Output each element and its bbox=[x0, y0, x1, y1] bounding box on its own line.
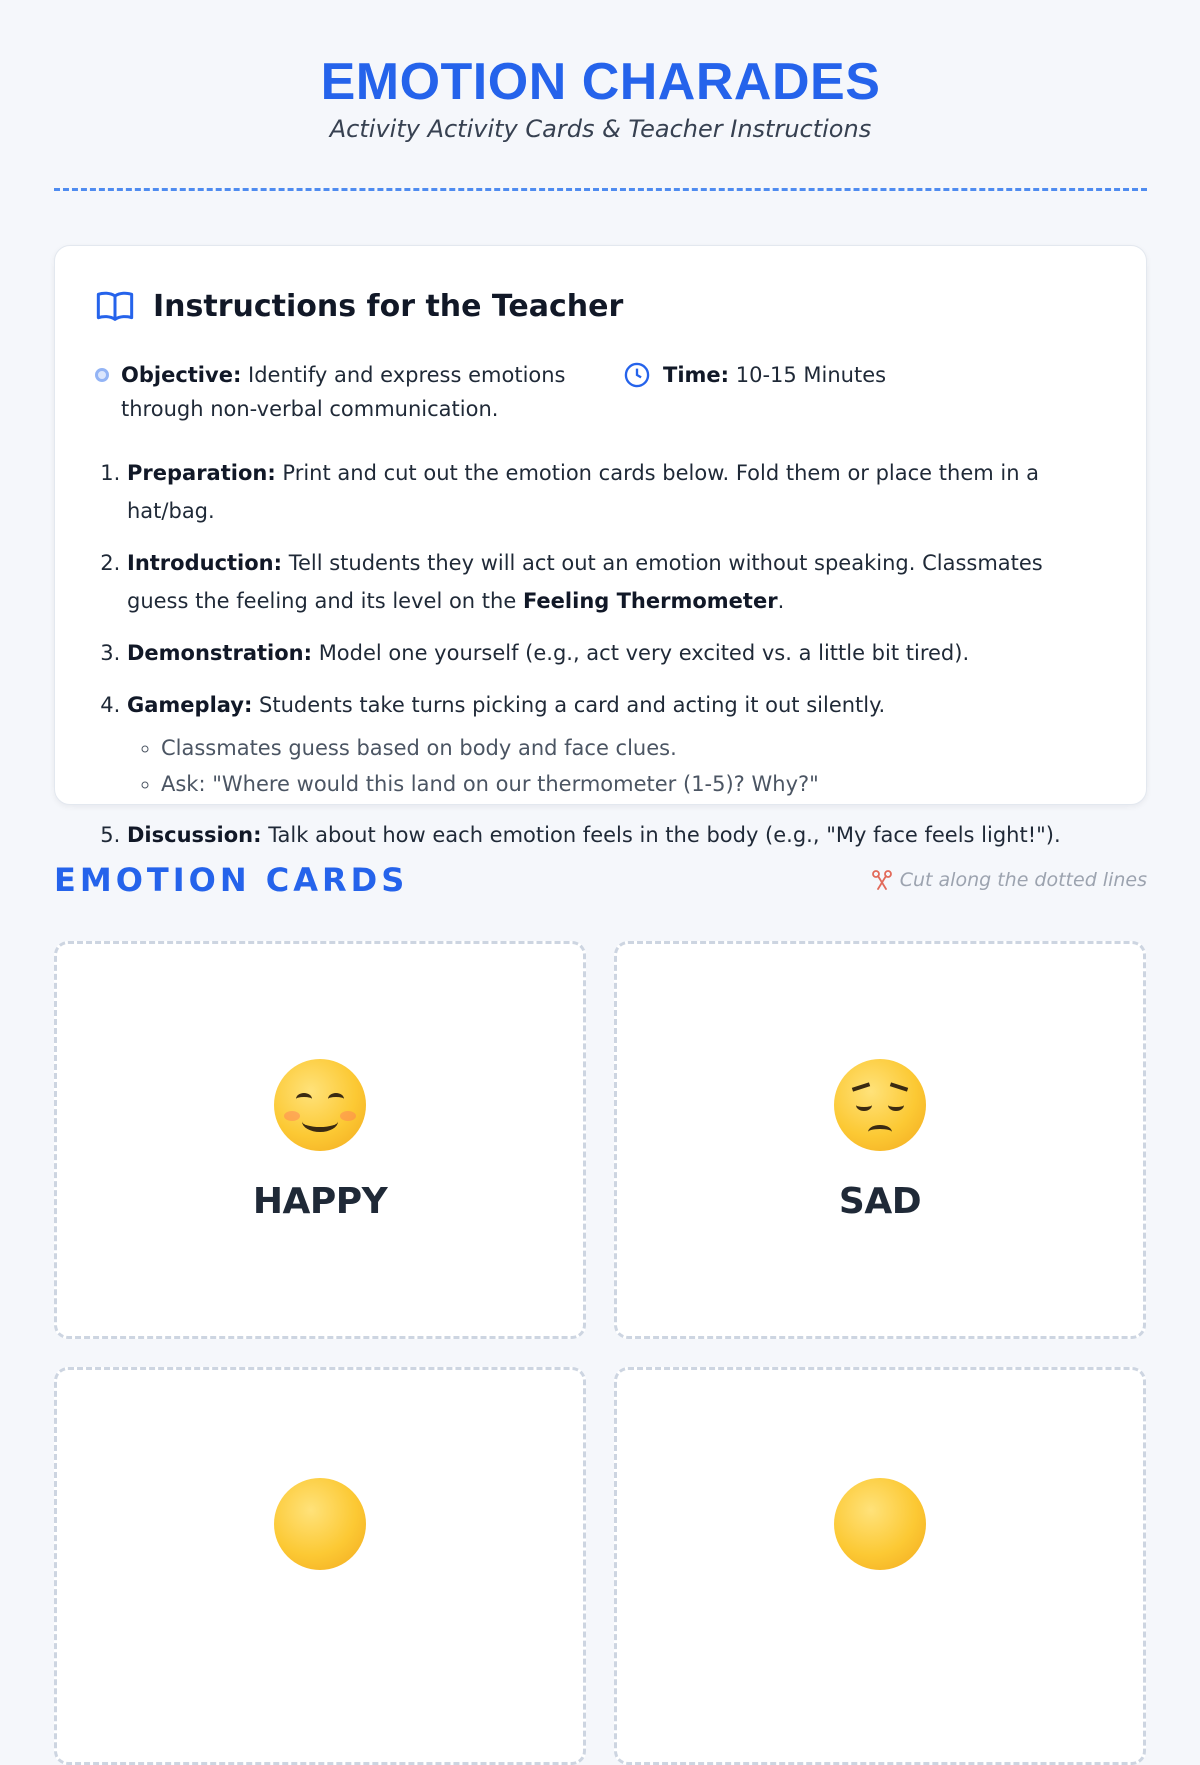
emotion-card-sad bbox=[614, 941, 1146, 1339]
emotion-cards-grid bbox=[54, 941, 1147, 1765]
cut-note bbox=[870, 868, 1147, 892]
list-item: ◦ Classmates guess based on body and face clues. bbox=[161, 730, 1106, 766]
face-icon bbox=[834, 1478, 926, 1570]
objective-text: Identify and express emotions through non-verbal communication. bbox=[121, 363, 566, 421]
smiling-face-icon bbox=[274, 1059, 366, 1151]
page-subtitle: Activity Activity Cards & Teacher Instructions bbox=[329, 115, 872, 143]
time-text: 10-15 Minutes bbox=[729, 363, 887, 387]
scissors-icon bbox=[870, 868, 894, 892]
activity-meta bbox=[95, 358, 1106, 426]
page bbox=[54, 0, 1147, 1765]
step-gameplay: 4. Gameplay: Students take turns picking a card and acting it out silently. ◦ Classmates guess based on body and face clues. ◦ Ask: "Where would this land on our thermometer (1-5)? Why?" bbox=[127, 686, 1106, 802]
header-divider bbox=[54, 188, 1147, 191]
open-book-icon bbox=[95, 286, 135, 326]
emotion-card bbox=[54, 1367, 586, 1765]
page-title: EMOTION CHARADES bbox=[320, 53, 881, 111]
instruction-steps bbox=[95, 454, 1106, 854]
pensive-face-icon bbox=[834, 1059, 926, 1151]
card-label: HAPPY bbox=[252, 1180, 388, 1222]
time-label: Time: bbox=[663, 363, 730, 387]
instructions-title: Instructions for the Teacher bbox=[153, 288, 624, 324]
gameplay-subpoints bbox=[127, 730, 1106, 802]
cut-note-text: Cut along the dotted lines bbox=[899, 869, 1147, 891]
target-icon bbox=[95, 368, 109, 382]
face-icon bbox=[274, 1478, 366, 1570]
step-introduction: 2. Introduction: Tell students they will act out an emotion without speaking. Classmates guess the feeling and its level on the Feeling Thermometer. bbox=[127, 544, 1106, 620]
objective-label: Objective: bbox=[121, 363, 242, 387]
step-discussion: 5. Discussion: Talk about how each emotion feels in the body (e.g., "My face feels light!"). bbox=[127, 816, 1106, 854]
emotion-card-happy bbox=[54, 941, 586, 1339]
clock-icon bbox=[623, 361, 651, 389]
emotion-card bbox=[614, 1367, 1146, 1765]
teacher-instructions-panel bbox=[54, 245, 1147, 847]
cards-section-title: EMOTION CARDS bbox=[54, 861, 409, 899]
objective bbox=[95, 358, 623, 426]
time bbox=[623, 358, 886, 426]
card-label: SAD bbox=[838, 1180, 922, 1222]
step-preparation: 1. Preparation: Print and cut out the emotion cards below. Fold them or place them in a hat/bag. bbox=[127, 454, 1106, 530]
step-demonstration: 3. Demonstration: Model one yourself (e.g., act very excited vs. a little bit tired). bbox=[127, 634, 1106, 672]
instructions-header bbox=[95, 286, 1106, 326]
cards-section-header bbox=[54, 861, 1147, 899]
list-item: ◦ Ask: "Where would this land on our thermometer (1-5)? Why?" bbox=[161, 766, 1106, 802]
